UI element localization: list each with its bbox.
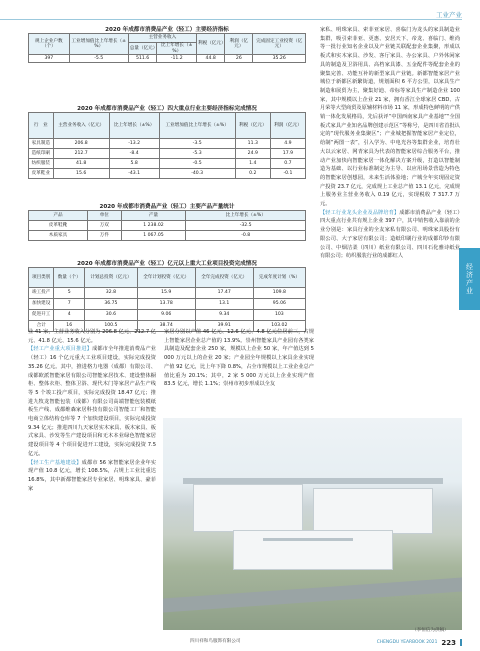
t4-cell: 13.78: [137, 299, 195, 310]
t4-cell: 加快建设: [29, 299, 54, 310]
photo-road: [163, 578, 462, 613]
t2-cell: -5.3: [159, 149, 235, 159]
t2-head: 行 业: [29, 113, 54, 139]
table1-title: 2020 年成都市消费品产业（轻工）主要经济指标: [105, 27, 229, 33]
t3-cell: -32.5: [186, 221, 306, 231]
t2-cell: 11.3: [235, 139, 270, 149]
t4-cell: 103: [253, 310, 305, 321]
t2-cell: 0.2: [235, 169, 270, 179]
t4-cell: 4: [54, 310, 85, 321]
t4-head: 计划总投资（亿元）: [85, 268, 138, 288]
t2-cell: 纺织服装: [29, 159, 54, 169]
page-footer: [355, 638, 462, 647]
t4-cell: 促进开工: [29, 310, 54, 321]
t1-head: 主营业务收入: [128, 34, 196, 43]
table3: [28, 210, 306, 241]
t4-head: 完成年度计划（%）: [253, 268, 305, 288]
t2-cell: 皮革鞋业: [29, 169, 54, 179]
t1-cell: 44.8: [197, 55, 225, 63]
t2-head: 主营业务收入（亿元）: [53, 113, 109, 139]
photo-building: [193, 484, 303, 532]
t4-cell: 13.1: [195, 299, 253, 310]
t1-head: 利税（亿元）: [197, 34, 225, 55]
column3-text: [320, 26, 460, 416]
t4-head: 全年计划投资（亿元）: [137, 268, 195, 288]
footer-bar: [460, 639, 462, 646]
t4-cell: 100.5: [85, 321, 138, 332]
t4-cell: 竣工投产: [29, 288, 54, 299]
t3-head: 产量: [121, 211, 186, 221]
t4-cell: 9.34: [195, 310, 253, 321]
photo-building: [233, 530, 393, 570]
col1-heading2: 【轻工生产基地建设】: [28, 459, 82, 466]
t4-cell: 17.47: [195, 288, 253, 299]
t2-cell: 造纸印刷: [29, 149, 54, 159]
t2-head: 利税（亿元）: [235, 113, 270, 139]
col1-para2: 成都市 56 家智能家居企业年实现产值 10.8 亿元，增长 108.5%，占规上工业比重达 16.8%，其中新都智能家居专业家居、明珠家具、豪菲家: [28, 459, 156, 492]
col3-heading2: 【轻工行业龙头企业及品牌培育】: [320, 209, 400, 216]
col1-heading1: 【轻工产业重大项目推进】: [28, 346, 93, 353]
t3-cell: 万双: [87, 221, 121, 231]
t3-head: 产品: [29, 211, 88, 221]
t3-cell: 1 238.02: [121, 221, 186, 231]
t1-cell: -11.2: [157, 55, 197, 63]
t2-head: 比上年增长（±%）: [109, 113, 159, 139]
photo-caption: 四川祥和鸟服饰有限公司: [190, 639, 241, 644]
t4-cell: 39.91: [195, 321, 253, 332]
t2-cell: 41.8: [53, 159, 109, 169]
t3-cell: 木质家具: [29, 231, 88, 241]
t4-cell: 109.8: [253, 288, 305, 299]
t4-cell: 7: [54, 299, 85, 310]
t3-cell: -0.8: [186, 231, 306, 241]
table1: [28, 33, 306, 63]
t3-cell: 万件: [87, 231, 121, 241]
t1-head: 利润（亿元）: [225, 34, 253, 55]
t2-cell: -13.2: [109, 139, 159, 149]
column1-text: [28, 328, 156, 646]
t2-cell: -40.3: [159, 169, 235, 179]
t2-head: 工业增加值比上年增长（±%）: [159, 113, 235, 139]
t4-cell: 30.6: [85, 310, 138, 321]
t4-cell: 103.02: [253, 321, 305, 332]
photo-building: [263, 538, 353, 541]
t2-cell: 1.4: [235, 159, 270, 169]
t4-head: 项目类别: [29, 268, 54, 288]
t2-cell: -0.5: [159, 159, 235, 169]
t2-cell: 0.7: [270, 159, 305, 169]
t4-cell: 36.75: [85, 299, 138, 310]
t4-cell: 32.8: [85, 288, 138, 299]
t1-cell: -5.5: [69, 55, 128, 63]
t3-cell: 1 067.05: [121, 231, 186, 241]
col3-para2: 成都市消费品产业（轻工）四大重点行业共有规上企业 397 户，其中销售收入靠前的企业分别是：家具行业的全友家私有限公司、明珠家具股份有限公司、大子家居有限公司；造纸印刷行业的成都印钞有限公司、中烟洁柔（四川）纸业有限公司、四川石化雅诗纸业有限公司；纺织服装行业的成都红人: [320, 209, 460, 260]
t2-cell: 17.9: [270, 149, 305, 159]
section-header: 工业产业: [436, 11, 462, 19]
t3-cell: 皮革鞋靴: [29, 221, 88, 231]
table2-title: 2020 年成都市消费品产业（轻工）四大重点行业主要经济指标完成情况: [77, 106, 257, 112]
t1-cell: 511.6: [128, 55, 157, 63]
t2-cell: -3.5: [159, 139, 235, 149]
t3-head: 单位: [87, 211, 121, 221]
t1-cell: 26: [225, 55, 253, 63]
t2-cell: 24.9: [235, 149, 270, 159]
t4-cell: 5: [54, 288, 85, 299]
t1-head: 完成固定工业投资（亿元）: [253, 34, 306, 55]
factory-aerial-photo: [163, 418, 462, 630]
t4-cell: 95.06: [253, 299, 305, 310]
t2-cell: 4.9: [270, 139, 305, 149]
t4-head: 全年完成投资（亿元）: [195, 268, 253, 288]
t4-cell: 38.74: [137, 321, 195, 332]
t4-cell: 9.06: [137, 310, 195, 321]
t1-head: 规上企业户数（个）: [29, 34, 70, 55]
col1-para1: 成都市全年推进消费品产业（轻工）16 个亿元重大工业项目建设，实际完成投资 35.26 亿元。其中，推进格力电器（成都）有限公司、成都欧派智能家居有限公司智能家居技术、建设整体橱柜、整体衣柜、整体卫浴、现代木门等家居产品生产线等 5 个竣工投产项目，实际完成投资 18.47 亿元；推进九牧龙智能包装（成都）有限公司高端智能包装模纸板生产线、成都维森家居科技有限公司智能工厂和智能电商立体结构仓库等 7 个加快建设项目，实际完成投资 9.34 亿元；推进四川九天家居实木家具、板木家具、板式家具、沙发等生产建设项目和无木本业绿色智能家居建设项目等 4 个项目促进开工建设，实际完成投资 7.5 亿元。: [28, 346, 156, 457]
col2-para1: 家居分别以产值 46 亿元、12.6 亿元、4.8 亿元位居前三，占规上智能家居企业总产值的 13.9%。崇州智能家具产业园有各类家具制造及配套企业 250 家，规模以上企业 50 家，年产值达到 5 000 万元以上的企业 20 家；产业园全年规模以上家具企业实现产值 92 亿元，比上年下降 0.8%，占全市规模以上工业企业总产值比重为 20.1%；其中，2 家 5 000 万元以上企业实现产值 83.5 亿元，增长 1.1%；崇州市初步形成以全友: [164, 329, 314, 388]
journal-name: CHENGDU YEARBOOK 2021: [376, 640, 438, 645]
photo-credit: （李恒信为供稿）: [412, 628, 449, 633]
t3-head: 比上年增长（±%）: [186, 211, 306, 221]
column2-text: [164, 328, 314, 416]
t4-cell: 合计: [29, 321, 54, 332]
page-number: 223: [441, 638, 456, 647]
t2-cell: 5.8: [109, 159, 159, 169]
t2-cell: -8.4: [109, 149, 159, 159]
t2-cell: -0.1: [270, 169, 305, 179]
t2-cell: -43.1: [109, 169, 159, 179]
section-side-tab: 经济产业: [459, 248, 480, 310]
t2-cell: 212.7: [53, 149, 109, 159]
table4-title: 2020 年成都市消费品产业（轻工）亿元以上重大工业项目投资完成情况: [77, 261, 257, 267]
photo-building: [313, 488, 433, 534]
table3-title: 2020 年成都市消费品产业（轻工）主要产品产量统计: [99, 204, 235, 210]
col3-para1: 家私、明珠家具、索菲亚家居、喜临门为龙头的家具制造业集群，吸引索菲亚、更惠、安居天下、帝龙、喜临门、维尚等一批行业知名企业以及产业链关联配套企业集聚，形成以板式和实木家具、沙发、客厅家具、办公家具、户外休闲家具的制造及卫浴用具、高档家具漆、五金配件等配套企业的聚集完善、功能互补的新型家具产业链。新都智能家居产业城位于新都区新繁街道，规划面积 6 平方公里，以家具生产制造和展贸为主，聚集好迪、帝标等家具生产制造企业 100 家，其中规模以上企业 21 家，拥有香江全球家居 CBD、古月荣等大型商贸及原辅材料市场 11 家，形成特色鲜明的产供销一体化发展格局，先后获评“中国西南家具产业基地”“全国板式家具产业知名品牌创建示范区”等称号，是四川省首批认定的“现代服务业集聚区”；产业城把握智能家居产业定位，给制“两图一表”，引入学为、中电光谷等集群企业，培育壮大以云家居、网青家具为代表的智能家居综合服务平台，推动产业加快向智能家居一体化解决方案升级，打造以智能制造为基础、以行业标准制定为主导、以应用场景营造为特色的智能家居创想园，未来生活体验地；产城全年实现固定资产投资 23.7 亿元，完成规上工业总产值 13.1 亿元，完成规上服务业主营业务收入 0.19 亿元，实现税收 7 317.7 万元。: [320, 27, 460, 208]
t2-cell: 家具制造: [29, 139, 54, 149]
t2-cell: 206.8: [53, 139, 109, 149]
col1-para0: 业 41 家，主营业务收入分别为 206.8 亿元、212.7 亿元、41.8 亿元、15.6 亿元。: [28, 329, 156, 344]
t1-subhead: 比上年增长（±%）: [157, 43, 197, 55]
t4-cell: 16: [54, 321, 85, 332]
t4-head: 数量（个）: [54, 268, 85, 288]
t1-head: 工业增加值比上年增长（±%）: [69, 34, 128, 55]
table2: [28, 112, 306, 179]
t4-cell: 15.9: [137, 288, 195, 299]
t1-cell: 35.26: [253, 55, 306, 63]
t1-subhead: 总量（亿元）: [128, 43, 157, 55]
table4: [28, 267, 306, 332]
t2-head: 利润（亿元）: [270, 113, 305, 139]
t1-cell: 397: [29, 55, 70, 63]
t2-cell: 15.6: [53, 169, 109, 179]
